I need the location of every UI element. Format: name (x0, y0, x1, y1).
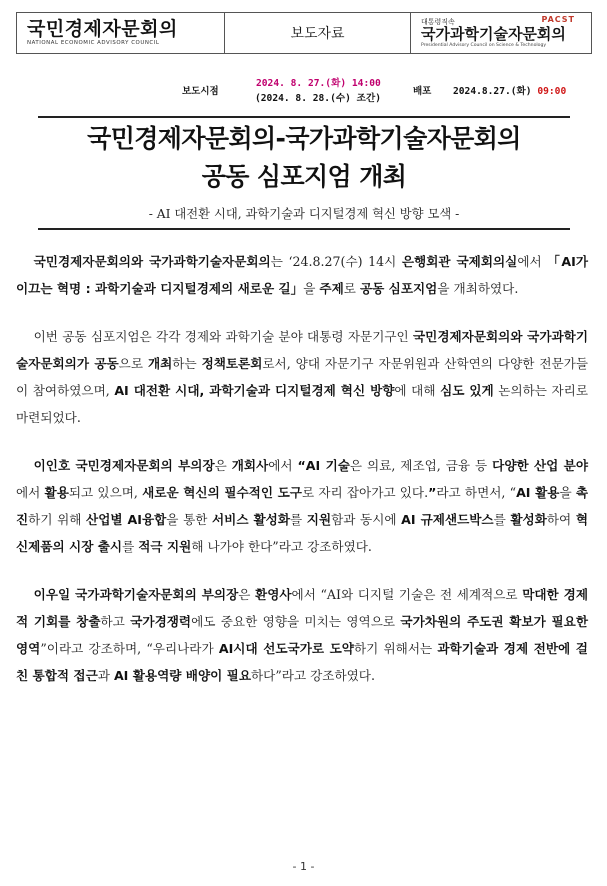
bold-text-run: 새로운 혁신의 필수적인 도구 (142, 485, 302, 500)
text-run: 으로 (118, 356, 148, 371)
text-run: 하여 (546, 512, 576, 527)
bold-text-run: 산업별 AI융합 (86, 512, 167, 527)
bold-text-run: “AI 기술 (297, 458, 350, 473)
pacst-subtitle: Presidential Advisory Council on Science & Technology (421, 42, 547, 48)
release-datetime: 2024. 8. 27.(화) 14:00 (256, 78, 381, 89)
text-run: 로 (343, 281, 360, 296)
pacst-badge: PACST (541, 15, 575, 24)
bold-text-run: 적극 지원 (138, 539, 192, 554)
bold-text-run: AI시대 선도국가로 도약 (218, 641, 354, 656)
bold-text-run: 활성화 (510, 512, 547, 527)
bold-text-run: 혁신제품의 시장 출시 (16, 512, 588, 554)
press-release-label: 보도자료 (225, 13, 411, 53)
text-run: ”이라고 강조하며, “우리나라가 (40, 641, 219, 656)
distribution-datetime (453, 83, 566, 97)
bold-text-run: 다양한 산업 분야 (492, 458, 588, 473)
text-run: 는 ‘24.8.27(수) 14시 (270, 254, 402, 269)
text-run: 를 (493, 512, 511, 527)
title-box (38, 116, 570, 230)
paragraph-2 (16, 323, 588, 431)
header (16, 12, 592, 54)
pacst-title: 국가과학기술자문회의 (421, 24, 566, 43)
bold-text-run: 서비스 활성화 (212, 512, 290, 527)
release-info (0, 80, 607, 110)
headline-line-1: 국민경제자문회의-국가과학기술자문회의 (87, 124, 521, 153)
bold-text-run: 활용 (44, 485, 69, 500)
bold-text-run: 국민경제자문회의와 국가과학기술자문회의 (33, 254, 271, 269)
text-run: 에서 (268, 458, 298, 473)
text-run: 을 통한 (166, 512, 213, 527)
bold-text-run: 개최 (147, 356, 173, 371)
bold-text-run: 개회사 (231, 458, 269, 473)
bold-text-run: 주제 (319, 281, 344, 296)
pacst-affiliation: 대통령직속 (421, 17, 455, 26)
text-run: 에서 “AI와 디지털 기술은 전 세계적으로 (291, 587, 523, 602)
paragraph-3 (16, 452, 588, 560)
headline-line-2: 공동 심포지엄 개최 (201, 162, 407, 191)
paragraph-4 (16, 581, 588, 689)
bold-text-run: 심도 있게 (440, 383, 494, 398)
bold-text-run: 막대한 경제적 기회를 창출 (16, 587, 589, 629)
text-run: 하기 위해서는 (353, 641, 438, 656)
bold-text-run: 이우일 국가과학기술자문회의 부의장 (33, 587, 239, 602)
nec-logo-subtitle: NATIONAL ECONOMIC ADVISORY COUNCIL (27, 40, 160, 46)
text-run: 함과 동시에 (331, 512, 402, 527)
text-run: 과 (97, 668, 114, 683)
nec-logo-title: 국민경제자문회의 (27, 18, 178, 40)
text-run: 논의하는 자리로 마련되었다. (16, 383, 589, 425)
bold-text-run: 공동 심포지엄 (359, 281, 438, 296)
text-run: 하는 (172, 356, 202, 371)
distribution-label: 배포 (413, 86, 432, 97)
release-morning-edition: (2024. 8. 28.(수) 조간) (255, 93, 381, 104)
text-run: 하다”라고 강조하였다. (251, 668, 375, 683)
bold-text-run: 정책토론회 (201, 356, 263, 371)
bold-text-run: AI 규제샌드박스 (401, 512, 494, 527)
text-run: 을 (559, 485, 576, 500)
text-run: 은 의료, 제조업, 금융 등 (349, 458, 493, 473)
text-run: 을 (303, 281, 320, 296)
paragraph-1 (16, 248, 588, 302)
text-run: 은 (214, 458, 232, 473)
text-run: 되고 있으며, (68, 485, 143, 500)
bold-text-run: 촉진 (16, 485, 588, 527)
bold-text-run: AI 활용 (516, 485, 560, 500)
page-number: - 1 - (292, 860, 315, 873)
bold-text-run: 환영사 (255, 587, 292, 602)
text-run: 은 (238, 587, 256, 602)
text-run: 를 (290, 512, 307, 527)
bold-text-run: 은행회관 국제회의실 (401, 254, 518, 269)
text-run: 하고 (100, 614, 131, 629)
text-run: 에 대해 (394, 383, 441, 398)
bold-text-run: ” (428, 485, 437, 500)
bold-text-run: 이인호 국민경제자문회의 부의장 (33, 458, 215, 473)
nec-logo (17, 13, 225, 53)
bold-text-run: 국가차원의 주도권 확보가 필요한 영역 (16, 614, 589, 656)
article-body (16, 248, 588, 710)
distribution-time: 09:00 (537, 86, 567, 97)
text-run: 을 개최하였다. (437, 281, 519, 296)
release-time-label: 보도시점 (182, 86, 219, 97)
text-run: 에서 (517, 254, 548, 269)
text-run: 이번 공동 심포지엄은 각각 경제와 과학기술 분야 대통령 자문기구인 (33, 329, 413, 344)
text-run: 에서 (16, 485, 45, 500)
bold-text-run: 지원 (306, 512, 332, 527)
headline-subtitle: - AI 대전환 시대, 과학기술과 디지털경제 혁신 방향 모색 - (148, 207, 460, 221)
bold-text-run: 「AI가 이끄는 혁명 : 과학기술과 디지털경제의 새로운 길」 (16, 254, 588, 296)
text-run: 에도 중요한 영향을 미치는 영역으로 (191, 614, 401, 629)
pacst-logo (411, 13, 591, 53)
bold-text-run: AI 대전환 시대, 과학기술과 디지털경제 혁신 방향 (114, 383, 395, 398)
text-run: 라고 하면서, “ (436, 485, 517, 500)
bold-text-run: 국민경제자문회의와 국가과학기술자문회의가 공동 (16, 329, 589, 371)
text-run: 를 (122, 539, 139, 554)
text-run: 해 나가야 한다”라고 강조하였다. (191, 539, 372, 554)
bold-text-run: AI 활용역량 배양이 필요 (113, 668, 252, 683)
bold-text-run: 과학기술과 경제 전반에 걸친 통합적 접근 (16, 641, 588, 683)
text-run: 로 자리 잡아가고 있다. (301, 485, 429, 500)
bold-text-run: 국가경쟁력 (130, 614, 192, 629)
text-run: 로서, 양대 자문기구 자문위원과 산학연의 다양한 전문가들이 참여하였으며, (16, 356, 589, 398)
text-run: 하기 위해 (28, 512, 87, 527)
distribution-date: 2024.8.27.(화) (453, 86, 538, 97)
